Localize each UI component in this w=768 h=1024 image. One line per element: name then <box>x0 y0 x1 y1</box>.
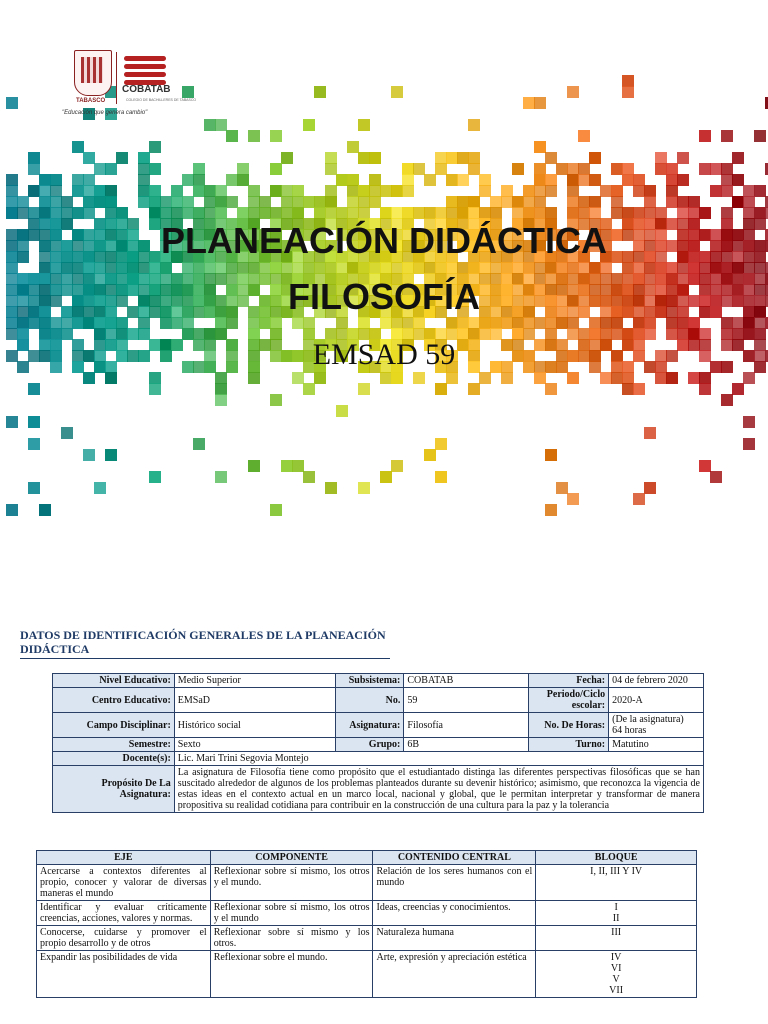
section-heading: DATOS DE IDENTIFICACIÓN GENERALES DE LA PLANEACIÓN DIDÁCTICA <box>20 628 390 659</box>
table-row <box>37 865 697 901</box>
mosaic-tile <box>710 471 722 483</box>
cover-subject: FILOSOFÍA <box>288 276 480 317</box>
cover-title: PLANEACIÓN DIDÁCTICA <box>161 220 607 261</box>
mosaic-tile <box>633 383 645 395</box>
table-row <box>37 926 697 951</box>
componente-cell: Reflexionar sobre sí mismo, los otros y el mundo <box>210 901 373 926</box>
periodo-value: 2020-A <box>609 688 704 713</box>
mosaic-tile <box>6 416 18 428</box>
proposito-value: La asignatura de Filosofía tiene como propósito que el estudiantado distinga las diferentes perspectivas filosóficas que se han suscitado alrededor de algunos de los problemas planteados durante su devenir histórico; asimismo, que reconozca la vigencia de estas ideas en el contexto actual en un marco local, nacional y global, que le permitan interpretar y transformar de manera propositiva su realidad cotidiana para contribuir en la construcción de una cultura para la paz y la tolerancia <box>174 766 703 813</box>
mosaic-tile <box>512 163 524 175</box>
mosaic-tile <box>446 372 458 384</box>
table-row <box>37 951 697 998</box>
campo-value: Histórico social <box>174 713 336 738</box>
mosaic-tile <box>248 460 260 472</box>
mosaic-tile <box>248 130 260 142</box>
mosaic-tile <box>94 482 106 494</box>
mosaic-tile <box>369 152 381 164</box>
mosaic-tile <box>644 427 656 439</box>
mosaic-tile <box>215 394 227 406</box>
mosaic-tile <box>644 482 656 494</box>
contenido-cell: Arte, expresión y apreciación estética <box>373 951 536 998</box>
mosaic-tile <box>699 207 711 219</box>
mosaic-tile <box>545 383 557 395</box>
mosaic-tile <box>699 383 711 395</box>
mosaic-tile <box>578 130 590 142</box>
centro-label: Centro Educativo: <box>53 688 175 713</box>
mosaic-tile <box>28 383 40 395</box>
subsistema-label: Subsistema: <box>336 674 404 688</box>
mosaic-tile <box>435 383 447 395</box>
componente-cell: Reflexionar sobre sí mismo y los otros. <box>210 926 373 951</box>
mosaic-tile <box>545 504 557 516</box>
mosaic-tile <box>149 163 161 175</box>
table-row <box>53 738 704 752</box>
tabasco-shield-icon <box>74 50 112 96</box>
mosaic-tile <box>358 383 370 395</box>
header-logos <box>40 48 200 118</box>
semestre-label: Semestre: <box>53 738 175 752</box>
nivel-value: Medio Superior <box>174 674 336 688</box>
nivel-label: Nivel Educativo: <box>53 674 175 688</box>
mosaic-tile <box>391 86 403 98</box>
mosaic-tile <box>270 394 282 406</box>
mosaic-tile <box>435 471 447 483</box>
mosaic-tile <box>303 119 315 131</box>
mosaic-tile <box>413 372 425 384</box>
org-name: COBATAB <box>122 84 171 95</box>
mosaic-tile <box>314 372 326 384</box>
mosaic-tile <box>743 372 755 384</box>
mosaic-tile <box>424 174 436 186</box>
horas-amount: 64 horas <box>612 725 647 736</box>
mosaic-tile <box>270 504 282 516</box>
mosaic-tile <box>468 119 480 131</box>
mosaic-tile <box>479 372 491 384</box>
asignatura-value: Filosofía <box>404 713 529 738</box>
mosaic-tile <box>303 471 315 483</box>
mosaic-tile <box>380 471 392 483</box>
mosaic-tile <box>501 372 513 384</box>
mosaic-tile <box>402 185 414 197</box>
eje-cell: Expandir las posibilidades de vida <box>37 951 211 998</box>
header-componente: COMPONENTE <box>210 851 373 865</box>
eje-cell: Acercarse a contextos diferentes al propio, conocer y valorar de diversas maneras el mundo <box>37 865 211 901</box>
mosaic-tile <box>743 416 755 428</box>
no-value: 59 <box>404 688 529 713</box>
mosaic-tile <box>28 438 40 450</box>
mosaic-tile <box>248 372 260 384</box>
bloque-cell: I, II, III Y IV <box>536 865 697 901</box>
mosaic-tile <box>6 97 18 109</box>
mosaic-tile <box>391 460 403 472</box>
campo-label: Campo Disciplinar: <box>53 713 175 738</box>
mosaic-tile <box>545 449 557 461</box>
mosaic-tile <box>754 130 766 142</box>
no-label: No. <box>336 688 404 713</box>
mosaic-tile <box>149 141 161 153</box>
mosaic-tile <box>28 416 40 428</box>
mosaic-tile <box>633 493 645 505</box>
eje-cell: Identificar y evaluar críticamente creencias, acciones, valores y normas. <box>37 901 211 926</box>
content-table <box>36 850 697 998</box>
mosaic-tile <box>61 427 73 439</box>
mosaic-tile <box>534 97 546 109</box>
table-row <box>53 713 704 738</box>
org-subtitle: COLEGIO DE BACHILLERES DE TABASCO <box>126 98 197 102</box>
periodo-label: Periodo/Ciclo escolar: <box>529 688 609 713</box>
mosaic-tile <box>39 504 51 516</box>
eje-cell: Conocerse, cuidarse y promover el propio desarrollo y de otros <box>37 926 211 951</box>
bloque-cell: I II <box>536 901 697 926</box>
mosaic-tile <box>336 405 348 417</box>
mosaic-tile <box>622 86 634 98</box>
contenido-cell: Relación de los seres humanos con el mundo <box>373 865 536 901</box>
grupo-label: Grupo: <box>336 738 404 752</box>
mosaic-tile <box>149 471 161 483</box>
asignatura-label: Asignatura: <box>336 713 404 738</box>
mosaic-tile <box>6 504 18 516</box>
header-bloque: BLOQUE <box>536 851 697 865</box>
grupo-value: 6B <box>404 738 529 752</box>
bloque-cell: IV VI V VII <box>536 951 697 998</box>
mosaic-tile <box>457 174 469 186</box>
header-contenido: CONTENIDO CENTRAL <box>373 851 536 865</box>
componente-cell: Reflexionar sobre el mundo. <box>210 951 373 998</box>
mosaic-tile <box>435 438 447 450</box>
semestre-value: Sexto <box>174 738 336 752</box>
mosaic-tile <box>116 152 128 164</box>
table-row <box>37 901 697 926</box>
horas-value <box>609 713 704 738</box>
subsistema-value: COBATAB <box>404 674 529 688</box>
mosaic-tile <box>193 438 205 450</box>
mosaic-tile <box>83 449 95 461</box>
header-eje: EJE <box>37 851 211 865</box>
mosaic-tile <box>105 449 117 461</box>
identification-table <box>52 673 704 813</box>
mosaic-tile <box>391 372 403 384</box>
mosaic-tile <box>270 130 282 142</box>
table-row <box>53 688 704 713</box>
mosaic-tile <box>358 482 370 494</box>
mosaic-tile <box>270 163 282 175</box>
mosaic-tile <box>666 372 678 384</box>
mosaic-tile <box>677 152 689 164</box>
mosaic-tile <box>149 383 161 395</box>
table-row <box>53 752 704 766</box>
mosaic-tile <box>314 86 326 98</box>
mosaic-tile <box>303 383 315 395</box>
mosaic-tile <box>83 372 95 384</box>
mosaic-tile <box>567 493 579 505</box>
horas-label: No. De Horas: <box>529 713 609 738</box>
fecha-value: 04 de febrero 2020 <box>609 674 704 688</box>
mosaic-tile <box>105 163 117 175</box>
docente-label: Docente(s): <box>53 752 175 766</box>
mosaic-tile <box>105 372 117 384</box>
mosaic-tile <box>226 317 238 329</box>
mosaic-tile <box>677 174 689 186</box>
proposito-label: Propósito De La Asignatura: <box>53 766 175 813</box>
mosaic-tile <box>589 152 601 164</box>
logo-divider <box>116 52 117 104</box>
mosaic-tile <box>358 119 370 131</box>
bloque-cell: III <box>536 926 697 951</box>
mosaic-tile <box>545 185 557 197</box>
mosaic-tile <box>699 130 711 142</box>
turno-value: Matutino <box>609 738 704 752</box>
mosaic-tile <box>743 438 755 450</box>
docente-value: Lic. Mari Trini Segovia Montejo <box>174 752 703 766</box>
mosaic-tile <box>732 152 744 164</box>
mosaic-tile <box>325 482 337 494</box>
mosaic-tile <box>721 394 733 406</box>
cover-subtitle: EMSAD 59 <box>312 338 456 371</box>
mosaic-tile <box>226 130 238 142</box>
state-label: TABASCO <box>76 98 106 104</box>
mosaic-tile <box>721 130 733 142</box>
mosaic-tile <box>567 372 579 384</box>
horas-note: (De la asignatura) <box>612 714 684 725</box>
turno-label: Turno: <box>529 738 609 752</box>
componente-cell: Reflexionar sobre sí mismo, los otros y el mundo. <box>210 865 373 901</box>
mosaic-tile <box>28 482 40 494</box>
mosaic-tile <box>424 449 436 461</box>
contenido-cell: Naturaleza humana <box>373 926 536 951</box>
mosaic-tile <box>732 383 744 395</box>
slogan: "Educación que genera cambio" <box>62 110 148 116</box>
table-row <box>53 766 704 813</box>
mosaic-tile <box>215 471 227 483</box>
contenido-cell: Ideas, creencias y conocimientos. <box>373 901 536 926</box>
table-header-row <box>37 851 697 865</box>
mosaic-tile <box>281 152 293 164</box>
fecha-label: Fecha: <box>529 674 609 688</box>
mosaic-tile <box>567 86 579 98</box>
table-row <box>53 674 704 688</box>
centro-value: EMSaD <box>174 688 336 713</box>
mosaic-tile <box>468 383 480 395</box>
